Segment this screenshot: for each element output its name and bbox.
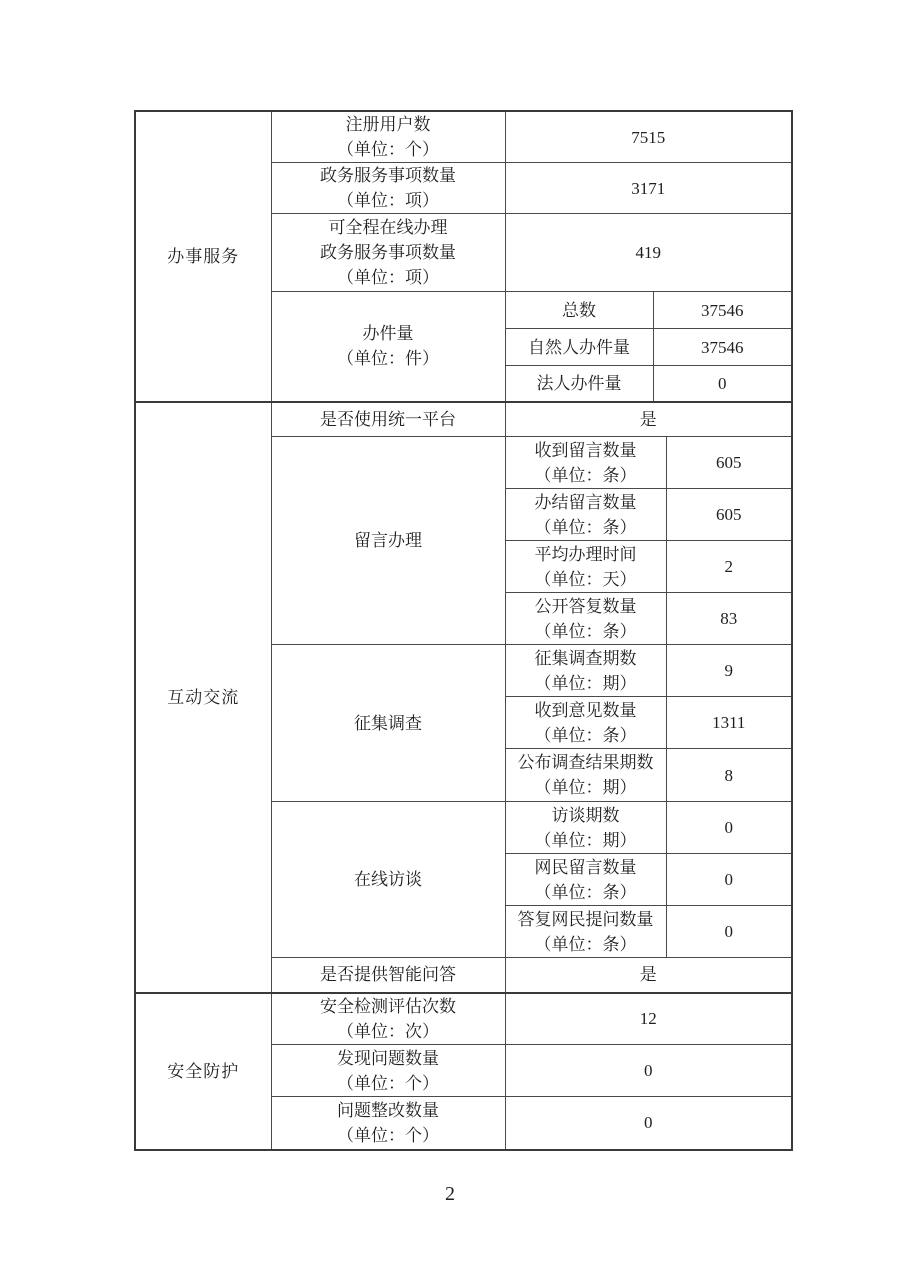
gov-service-items-label: 政务服务事项数量	[320, 166, 456, 185]
avg-handling-time-value: 2	[666, 541, 792, 593]
interview-group-label: 在线访谈	[271, 802, 505, 958]
page-number: 2	[445, 1183, 455, 1205]
gov-service-items-unit: （单位：项）	[337, 191, 439, 210]
survey-results-value: 8	[666, 749, 792, 802]
netizen-replies-label-cell	[505, 906, 666, 958]
avg-handling-time-label-cell	[505, 541, 666, 593]
full-online-items-unit: （单位：项）	[337, 268, 439, 287]
case-total-label: 总数	[505, 292, 653, 329]
problems-rectified-label: 问题整改数量	[337, 1100, 439, 1120]
interview-periods-unit: （单位：期）	[534, 830, 637, 850]
gov-service-items-value: 3171	[505, 163, 792, 214]
problems-found-label-cell	[271, 1045, 505, 1097]
problems-rectified-unit: （单位：个）	[337, 1125, 439, 1145]
security-assessments-value: 12	[505, 993, 792, 1045]
messages-completed-unit: （单位：条）	[534, 517, 637, 537]
messages-received-value: 605	[666, 437, 792, 489]
messages-completed-label-cell	[505, 489, 666, 541]
survey-periods-label: 征集调查期数	[534, 648, 637, 668]
unified-platform-value: 是	[505, 402, 792, 437]
registered-users-label: 注册用户数	[345, 115, 431, 134]
public-reply-label-cell	[505, 593, 666, 645]
case-legal-person-value: 0	[653, 366, 792, 402]
messages-received-unit: （单位：条）	[534, 465, 637, 485]
survey-opinions-label-cell	[505, 697, 666, 749]
survey-opinions-unit: （单位：条）	[534, 725, 637, 745]
smart-qa-value: 是	[505, 958, 792, 993]
survey-results-label: 公布调查结果期数	[517, 753, 654, 772]
survey-periods-label-cell	[505, 645, 666, 697]
survey-periods-unit: （单位：期）	[534, 673, 637, 693]
table-row	[135, 993, 792, 1045]
category-cell-security: 安全防护	[135, 993, 271, 1150]
netizen-replies-value: 0	[666, 906, 792, 958]
problems-rectified-value: 0	[505, 1097, 792, 1150]
problems-found-value: 0	[505, 1045, 792, 1097]
netizen-messages-label: 网民留言数量	[534, 857, 637, 877]
case-legal-person-label: 法人办件量	[505, 366, 653, 402]
avg-handling-time-unit: （单位：天）	[534, 569, 637, 589]
netizen-replies-unit: （单位：条）	[534, 934, 637, 954]
table-row	[135, 402, 792, 437]
case-volume-unit: （单位：件）	[337, 349, 439, 369]
messages-received-label: 收到留言数量	[534, 440, 637, 460]
registered-users-label-cell	[271, 111, 505, 163]
messages-received-label-cell	[505, 437, 666, 489]
category-cell-interaction: 互动交流	[135, 402, 271, 993]
public-reply-unit: （单位：条）	[534, 621, 637, 641]
full-online-items-label-cell	[271, 214, 505, 292]
category-cell-service: 办事服务	[135, 111, 271, 402]
avg-handling-time-label: 平均办理时间	[534, 544, 637, 564]
smart-qa-label: 是否提供智能问答	[271, 958, 505, 993]
survey-periods-value: 9	[666, 645, 792, 697]
table-row	[135, 111, 792, 163]
security-assessments-unit: （单位：次）	[337, 1021, 439, 1041]
interview-periods-value: 0	[666, 802, 792, 854]
gov-service-items-label-cell	[271, 163, 505, 214]
messages-completed-value: 605	[666, 489, 792, 541]
full-online-items-value: 419	[505, 214, 792, 292]
netizen-replies-label: 答复网民提问数量	[517, 909, 654, 929]
security-assessments-label-cell	[271, 993, 505, 1045]
report-table	[134, 110, 793, 1151]
problems-rectified-label-cell	[271, 1097, 505, 1150]
public-reply-label: 公开答复数量	[534, 596, 637, 616]
message-handling-group-label: 留言办理	[271, 437, 505, 645]
full-online-items-line1: 可全程在线办理	[328, 218, 448, 237]
survey-group-label: 征集调查	[271, 645, 505, 802]
problems-found-label: 发现问题数量	[337, 1048, 439, 1068]
registered-users-value: 7515	[505, 111, 792, 163]
survey-results-unit: （单位：期）	[534, 778, 637, 797]
survey-results-label-cell	[505, 749, 666, 802]
case-total-value: 37546	[653, 292, 792, 329]
full-online-items-line2: 政务服务事项数量	[320, 243, 456, 262]
survey-opinions-value: 1311	[666, 697, 792, 749]
interview-periods-label: 访谈期数	[551, 805, 620, 825]
messages-completed-label: 办结留言数量	[534, 492, 637, 512]
case-volume-label: 办件量	[362, 324, 414, 344]
survey-opinions-label: 收到意见数量	[534, 700, 637, 720]
problems-found-unit: （单位：个）	[337, 1073, 439, 1093]
case-volume-label-cell	[271, 292, 505, 402]
netizen-messages-label-cell	[505, 854, 666, 906]
public-reply-value: 83	[666, 593, 792, 645]
case-natural-person-label: 自然人办件量	[505, 329, 653, 366]
unified-platform-label: 是否使用统一平台	[271, 402, 505, 437]
case-natural-person-value: 37546	[653, 329, 792, 366]
netizen-messages-unit: （单位：条）	[534, 882, 637, 902]
security-assessments-label: 安全检测评估次数	[320, 996, 456, 1016]
registered-users-unit: （单位：个）	[337, 140, 439, 159]
interview-periods-label-cell	[505, 802, 666, 854]
netizen-messages-value: 0	[666, 854, 792, 906]
